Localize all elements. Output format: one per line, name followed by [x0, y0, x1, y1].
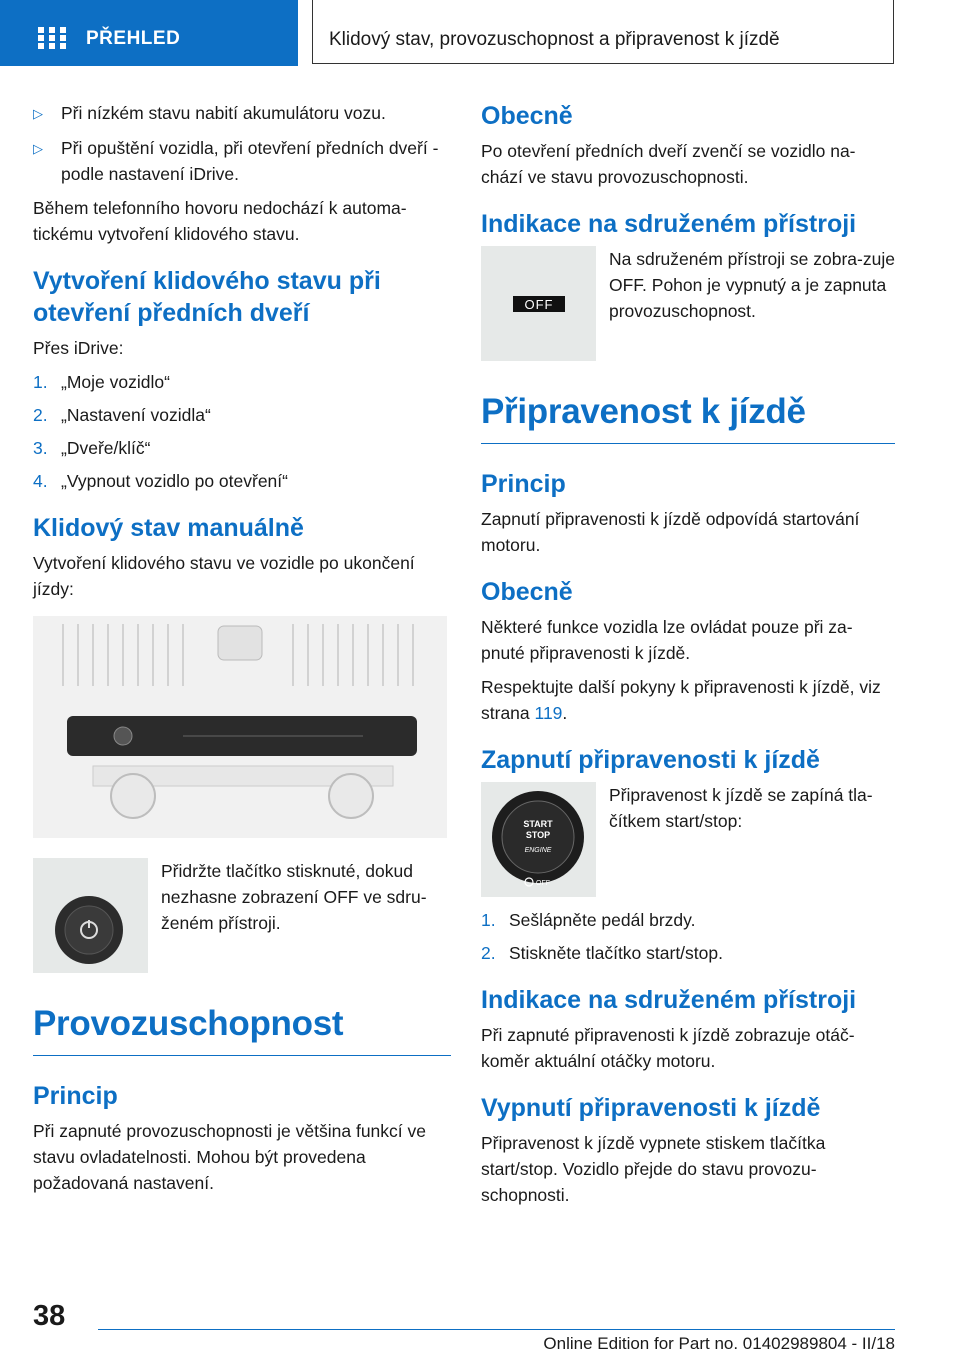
triangle-bullet-icon: ▷: [33, 106, 43, 121]
step-text: Stiskněte tlačítko start/stop.: [509, 943, 723, 963]
cross-reference-text: Respektujte další pokyny k připravenosti k jízdě, viz strana: [481, 677, 881, 723]
left-column: [33, 100, 451, 1204]
grid-icon: [38, 27, 66, 49]
section-heading: Zapnutí připravenosti k jízdě: [481, 746, 820, 774]
button-off-label: OFF: [536, 880, 550, 887]
paragraph: Připravenost k jízdě vypnete stiskem tlačítka start/stop. Vozidlo přejde do stavu provozu‐schopnosti.: [481, 1133, 826, 1205]
step-number: 3.: [33, 438, 48, 458]
section-heading: Vypnutí připravenosti k jízdě: [481, 1094, 821, 1122]
page-header: [0, 0, 960, 66]
section-heading: Vytvoření klidového stavu při otevření předních dveří: [33, 267, 381, 327]
section-heading: Indikace na sdruženém přístroji: [481, 986, 857, 1014]
section-heading: Princip: [481, 470, 566, 498]
list-item: [33, 468, 451, 494]
start-stop-button-image: [481, 782, 596, 897]
chapter-heading: Provozuschopnost: [33, 1003, 451, 1056]
paragraph: Některé funkce vozidla lze ovládat pouze při za‐pnuté připravenosti k jízdě.: [481, 617, 853, 663]
step-text: „Moje vozidlo“: [61, 372, 170, 392]
button-stop-label: STOP: [525, 830, 551, 840]
step-number: 1.: [33, 372, 48, 392]
list-item-text: Při nízkém stavu nabití akumulátoru vozu.: [61, 103, 386, 123]
paragraph: Přes iDrive:: [33, 338, 124, 358]
sentence-end: .: [562, 703, 568, 723]
edition-note: Online Edition for Part no. 01402989804 - II/18: [543, 1334, 895, 1353]
step-number: 2.: [481, 943, 496, 963]
chapter-title: Klidový stav, provozuschopnost a připravenost k jízdě: [329, 29, 780, 50]
paragraph: Na sdruženém přístroji se zobra‐zuje OFF. Pohon je vypnutý a je zapnuta provozuschopnost.: [609, 249, 895, 321]
paragraph: Při zapnuté připravenosti k jízdě zobrazuje otáč‐koměr aktuální otáčky motoru.: [481, 1025, 855, 1071]
overview-tab-label: PŘEHLED: [86, 28, 181, 49]
footer-divider: [98, 1329, 895, 1330]
paragraph: Připravenost k jízdě se zapíná tla‐čítkem start/stop:: [609, 785, 873, 831]
step-number: 4.: [33, 471, 48, 491]
off-display-image: [481, 246, 596, 361]
step-text: „Nastavení vozidla“: [61, 405, 211, 425]
list-item: [481, 940, 895, 966]
paragraph: Vytvoření klidového stavu ve vozidle po ukončení jízdy:: [33, 553, 415, 599]
section-heading: Indikace na sdruženém přístroji: [481, 210, 857, 238]
overview-tab[interactable]: [0, 0, 298, 66]
section-heading: Klidový stav manuálně: [33, 514, 304, 542]
paragraph: Přidržte tlačítko stisknuté, dokud nezhasne zobrazení OFF ve sdru‐ženém přístroji.: [161, 861, 427, 933]
list-item: [33, 135, 451, 187]
page-number: 38: [33, 1300, 66, 1332]
step-text: „Dveře/klíč“: [61, 438, 151, 458]
page-link[interactable]: 119: [534, 703, 563, 723]
power-knob-image: [33, 858, 148, 973]
dashboard-radio-image: [33, 616, 447, 838]
list-item: [33, 402, 451, 428]
button-start-label: START: [523, 819, 553, 829]
paragraph: Zapnutí připravenosti k jízdě odpovídá startování motoru.: [481, 509, 860, 555]
figure-row: [481, 782, 895, 897]
step-text: „Vypnout vozidlo po otevření“: [61, 471, 288, 491]
list-item: [481, 907, 895, 933]
list-item: [33, 369, 451, 395]
section-heading: Princip: [33, 1082, 118, 1110]
section-heading: Obecně: [481, 102, 573, 130]
section-heading: Obecně: [481, 578, 573, 606]
step-number: 2.: [33, 405, 48, 425]
paragraph: Při zapnuté provozuschopnosti je většina funkcí ve stavu ovladatelnosti. Mohou být provedena požadovaná nastavení.: [33, 1121, 426, 1193]
figure-row: [481, 246, 895, 361]
list-item-text: Při opuštění vozidla, při otevření předních dveří - podle nastavení iDrive.: [61, 138, 439, 184]
chapter-heading: Připravenost k jízdě: [481, 391, 895, 444]
paragraph: Během telefonního hovoru nedochází k automa‐tickému vytvoření klidového stavu.: [33, 198, 407, 244]
figure-row: [33, 858, 451, 973]
step-text: Sešlápněte pedál brzdy.: [509, 910, 696, 930]
off-display-label: OFF: [524, 297, 554, 312]
list-item: [33, 100, 451, 127]
list-item: [33, 435, 451, 461]
paragraph: [481, 674, 895, 726]
step-number: 1.: [481, 910, 496, 930]
button-engine-label: ENGINE: [524, 847, 552, 854]
triangle-bullet-icon: ▷: [33, 141, 43, 156]
paragraph: Po otevření předních dveří zvenčí se vozidlo na‐chází ve stavu provozuschopnosti.: [481, 141, 856, 187]
chapter-title-box: [312, 0, 894, 64]
right-column: [481, 100, 895, 1216]
